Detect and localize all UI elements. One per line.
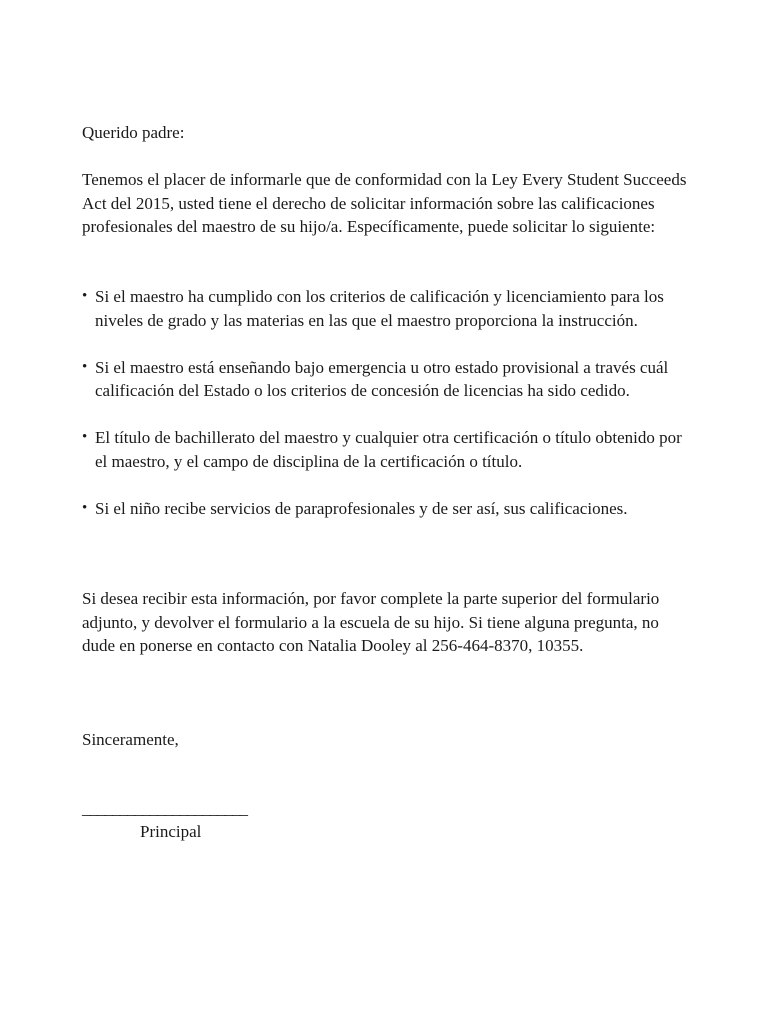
salutation: Querido padre: [82, 123, 185, 142]
list-item [82, 356, 692, 403]
requested-info-list [82, 285, 692, 544]
signature-title: Principal [140, 822, 202, 841]
list-item [82, 497, 692, 521]
bullet-icon: • [82, 429, 88, 445]
intro-paragraph: Tenemos el placer de informarle que de conformidad con la Ley Every Student Succeeds Act del 2015, usted tiene el derecho de solicitar información sobre las calificaciones profesionales del maestro de su hijo/a. Específicamente, puede solicitar lo siguiente: [82, 170, 687, 236]
list-item [82, 285, 692, 332]
closing-paragraph: Si desea recibir esta información, por favor complete la parte superior del formulario adjunto, y devolver el formulario a la escuela de su hijo. Si tiene alguna pregunta, no dude en ponerse en contacto con Natalia Dooley al 256-464-8370, 10355. [82, 589, 660, 655]
bullet-icon: • [82, 499, 88, 516]
signoff: Sinceramente, [82, 730, 179, 749]
bullet-icon: • [82, 288, 88, 304]
list-item-text: El título de bachillerato del maestro y cualquier otra certificación o título obtenido por el maestro, y el campo de disciplina de la certificación o título. [95, 428, 682, 471]
list-item [82, 426, 692, 473]
list-item-text: Si el maestro ha cumplido con los criterios de calificación y licenciamiento para los niveles de grado y las materias en las que el maestro proporciona la instrucción. [95, 287, 664, 330]
signature-line: ______________________ [82, 799, 247, 818]
list-item-text: Si el maestro está enseñando bajo emergencia u otro estado provisional a través cuál calificación del Estado o los criterios de concesión de licencias ha sido cedido. [95, 357, 669, 400]
list-item-text: Si el niño recibe servicios de paraprofesionales y de ser así, sus calificaciones. [95, 498, 628, 518]
bullet-icon: • [82, 358, 88, 375]
